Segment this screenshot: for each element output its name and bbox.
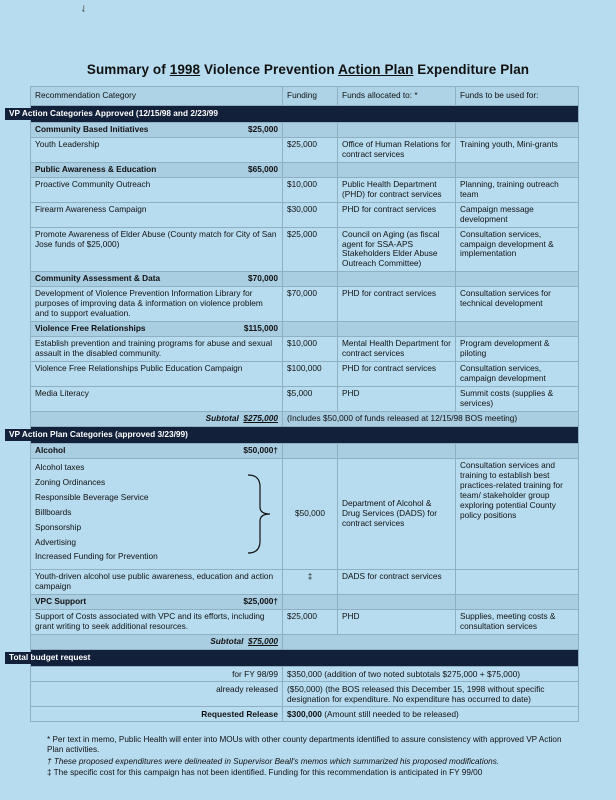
footnote-2: † These proposed expenditures were delineated in Supervisor Beall's memos which summarized his proposed modifications.: [47, 756, 500, 766]
table-row: Violence Free Relationships Public Education Campaign $100,000 PHD for contract services Consultation services, campaign development: [31, 362, 579, 387]
total-header: [31, 650, 579, 667]
table-row: Support of Costs associated with VPC and its efforts, including grant writing to seek additional resources. $25,000 PHD Supplies, meeting costs & consultation services: [31, 610, 579, 635]
group-header: VPC Support $25,000†: [31, 595, 579, 610]
table-row: Proactive Community Outreach $10,000 Public Health Department (PHD) for contract services Planning, training outreach team: [31, 177, 579, 202]
brace-icon: [246, 473, 272, 555]
table-row: Establish prevention and training programs for abuse and sexual assault in the disabled community. $10,000 Mental Health Department for contract services Program development & piloting: [31, 337, 579, 362]
header-row: [31, 87, 579, 106]
header-allocated: Funds allocated to: *: [338, 87, 456, 106]
page-title: Summary of 1998 Violence Prevention Action Plan Expenditure Plan: [86, 62, 530, 77]
header-category: Recommendation Category: [31, 87, 283, 106]
table-row: Development of Violence Prevention Information Library for purposes of improving data & information on violence problem and to support evaluation. $70,000 PHD for contract services Consultation services for technical development: [31, 287, 579, 322]
budget-row: Requested Release $300,000 (Amount still needed to be released): [31, 707, 579, 722]
footnote-3: ‡ The specific cost for this campaign has not been identified. Funding for this recommendation is anticipated in FY 99/00: [47, 767, 483, 777]
header-funding: Funding: [283, 87, 338, 106]
table-row: Media Literacy $5,000 PHD Summit costs (supplies & services): [31, 386, 579, 411]
table-row: Firearm Awareness Campaign $30,000 PHD for contract services Campaign message development: [31, 202, 579, 227]
subtotal-row: Subtotal $275,000 (Includes $50,000 of funds released at 12/15/98 BOS meeting): [31, 411, 579, 426]
footnote-1: * Per text in memo, Public Health will enter into MOUs with other county departments identified to assure consistency with approved VP Action Plan activities.: [47, 735, 562, 755]
group-header: Public Awareness & Education $65,000: [31, 162, 579, 177]
budget-row: for FY 98/99 $350,000 (addition of two noted subtotals $275,000 + $75,000): [31, 667, 579, 682]
group-header: Alcohol $50,000†: [31, 443, 579, 458]
group-header: Community Based Initiatives $25,000: [31, 122, 579, 137]
alcohol-items: Alcohol taxes Zoning Ordinances Responsible Beverage Service Billboards Sponsorship Advertising Increased Funding for Prevention: [35, 461, 158, 562]
group-header: Community Assessment & Data $70,000: [31, 272, 579, 287]
subtotal-row: Subtotal $75,000: [31, 635, 579, 650]
table-row: Youth-driven alcohol use public awareness, education and action campaign ‡ DADS for contract services: [31, 570, 579, 595]
section1-label: VP Action Categories Approved (12/15/98 and 2/23/99: [5, 108, 222, 120]
footnotes: [47, 735, 577, 779]
table-row: Promote Awareness of Elder Abuse (County match for City of San Jose funds of $25,000) $25,000 Council on Aging (as fiscal agent for SSA-APS Stakeholders Elder Abuse Outreach Committee) Consultation services, campaign development & implementation: [31, 227, 579, 272]
table-row: Alcohol taxes Zoning Ordinances Responsible Beverage Service Billboards Sponsorship Advertising Increased Funding for Prevention $50,000 Department of Alcohol & Drug Services (DADS) for contract services Consultation services and training to establish best practices-related training for team/ stakeholder group exploring potential County policy positions: [31, 458, 579, 570]
header-used-for: Funds to be used for:: [456, 87, 579, 106]
page-mark: ⇃: [80, 4, 88, 14]
expenditure-table: [9, 86, 579, 722]
group-header: Violence Free Relationships $115,000: [31, 322, 579, 337]
section2-label: VP Action Plan Categories (approved 3/23/99): [5, 429, 192, 441]
total-label: Total budget request: [5, 652, 94, 664]
section2-header: [31, 426, 579, 443]
budget-row: already released ($50,000) (the BOS released this December 15, 1998 without specific designation for expenditure. No expenditure has occurred to date): [31, 682, 579, 707]
section1-header: [31, 106, 579, 123]
table-row: Youth Leadership $25,000 Office of Human Relations for contract services Training youth, Mini-grants: [31, 137, 579, 162]
